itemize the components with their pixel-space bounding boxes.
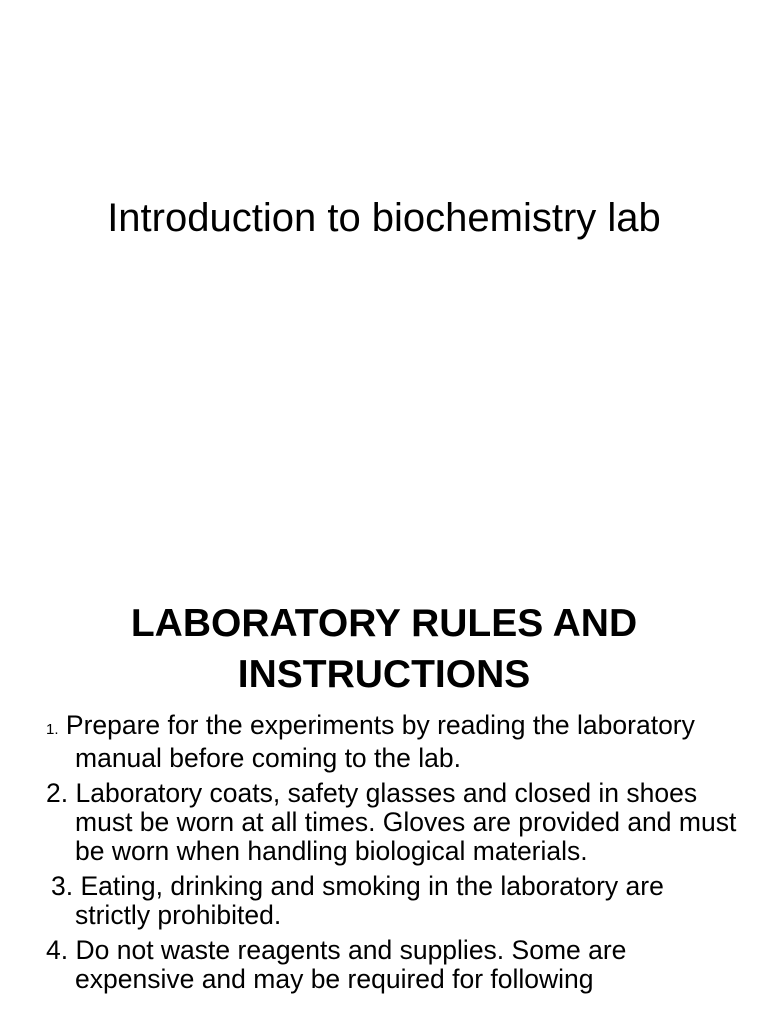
slide-title: Introduction to biochemistry lab bbox=[107, 196, 661, 240]
rule-item-2 bbox=[46, 779, 746, 866]
rules-list bbox=[46, 711, 746, 1000]
rule-item-4 bbox=[46, 936, 746, 994]
rule-text: Prepare for the experiments by reading the laboratory manual before coming to the lab. bbox=[65, 710, 695, 773]
rule-text: Laboratory coats, safety glasses and closed in shoes must be worn at all times. Gloves are provided and must be worn when handling biological materials. bbox=[75, 778, 737, 866]
rules-heading: LABORATORY RULES AND INSTRUCTIONS bbox=[130, 602, 638, 696]
rule-item-1 bbox=[46, 711, 746, 773]
rule-number: 1. bbox=[46, 721, 59, 738]
rule-number: 3. bbox=[51, 871, 74, 901]
rule-number: 2. bbox=[46, 778, 69, 808]
rule-item-3 bbox=[46, 872, 746, 930]
rule-text: Eating, drinking and smoking in the laboratory are strictly prohibited. bbox=[75, 871, 664, 930]
rule-number: 4. bbox=[46, 935, 69, 965]
rule-text: Do not waste reagents and supplies. Some are expensive and may be required for following bbox=[75, 935, 627, 994]
